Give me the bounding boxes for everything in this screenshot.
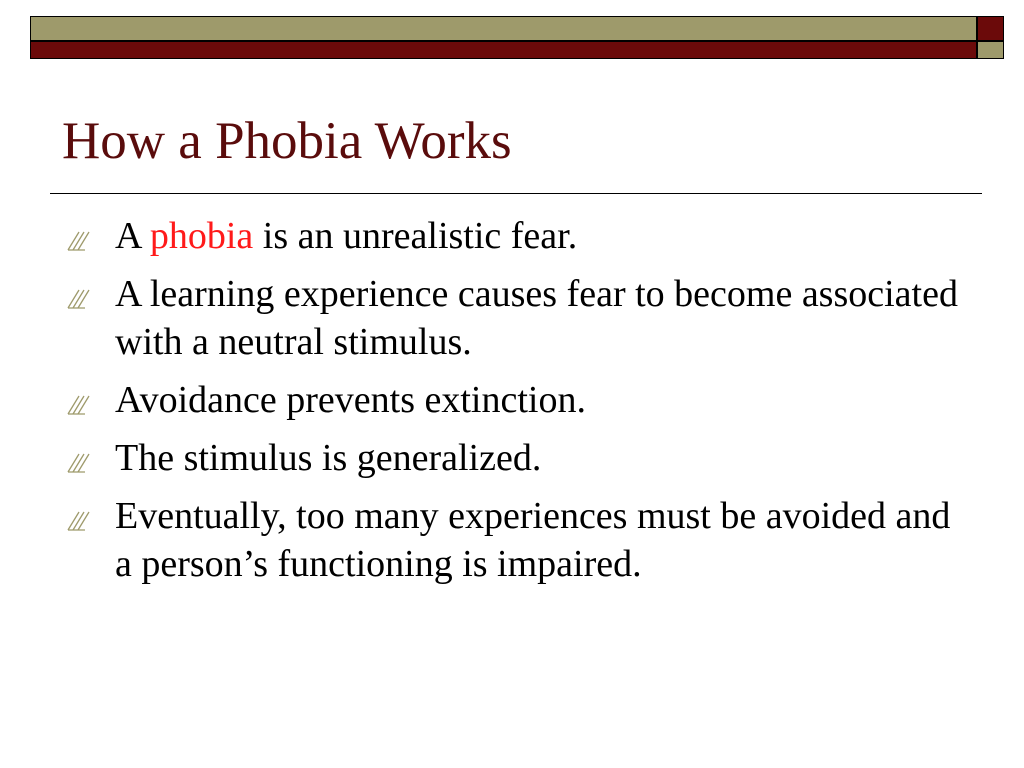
- diagonal-hatch-bullet-icon: [66, 451, 92, 473]
- bullet-list: [66, 212, 966, 598]
- bullet-text: The stimulus is generalized.: [115, 437, 542, 479]
- bullet-item-avoidance: [66, 376, 966, 424]
- bullet-text-post: is an unrealistic fear.: [253, 215, 578, 257]
- slide-title: How a Phobia Works: [62, 112, 512, 170]
- diagonal-hatch-bullet-icon: [66, 509, 92, 531]
- header-corner-square-maroon: [977, 16, 1004, 41]
- bullet-item-generalized: [66, 434, 966, 482]
- diagonal-hatch-bullet-icon: [66, 229, 92, 251]
- bullet-text: [115, 215, 577, 257]
- diagonal-hatch-bullet-icon: [66, 393, 92, 415]
- bullet-item-phobia-definition: [66, 212, 966, 260]
- header-bar-maroon: [30, 41, 977, 59]
- bullet-text: Eventually, too many experiences must be avoided and a person’s functioning is impaired.: [115, 495, 951, 585]
- highlighted-term-phobia: phobia: [149, 215, 254, 257]
- diagonal-hatch-bullet-icon: [66, 287, 92, 309]
- title-divider: [50, 193, 982, 194]
- header-bar-olive: [30, 16, 977, 41]
- bullet-item-learning-experience: [66, 270, 966, 366]
- bullet-text-pre: A: [115, 215, 150, 257]
- bullet-item-functioning-impaired: [66, 492, 966, 588]
- bullet-text: Avoidance prevents extinction.: [115, 379, 586, 421]
- header-corner-square-olive: [977, 41, 1004, 59]
- bullet-text: A learning experience causes fear to become associated with a neutral stimulus.: [115, 273, 958, 363]
